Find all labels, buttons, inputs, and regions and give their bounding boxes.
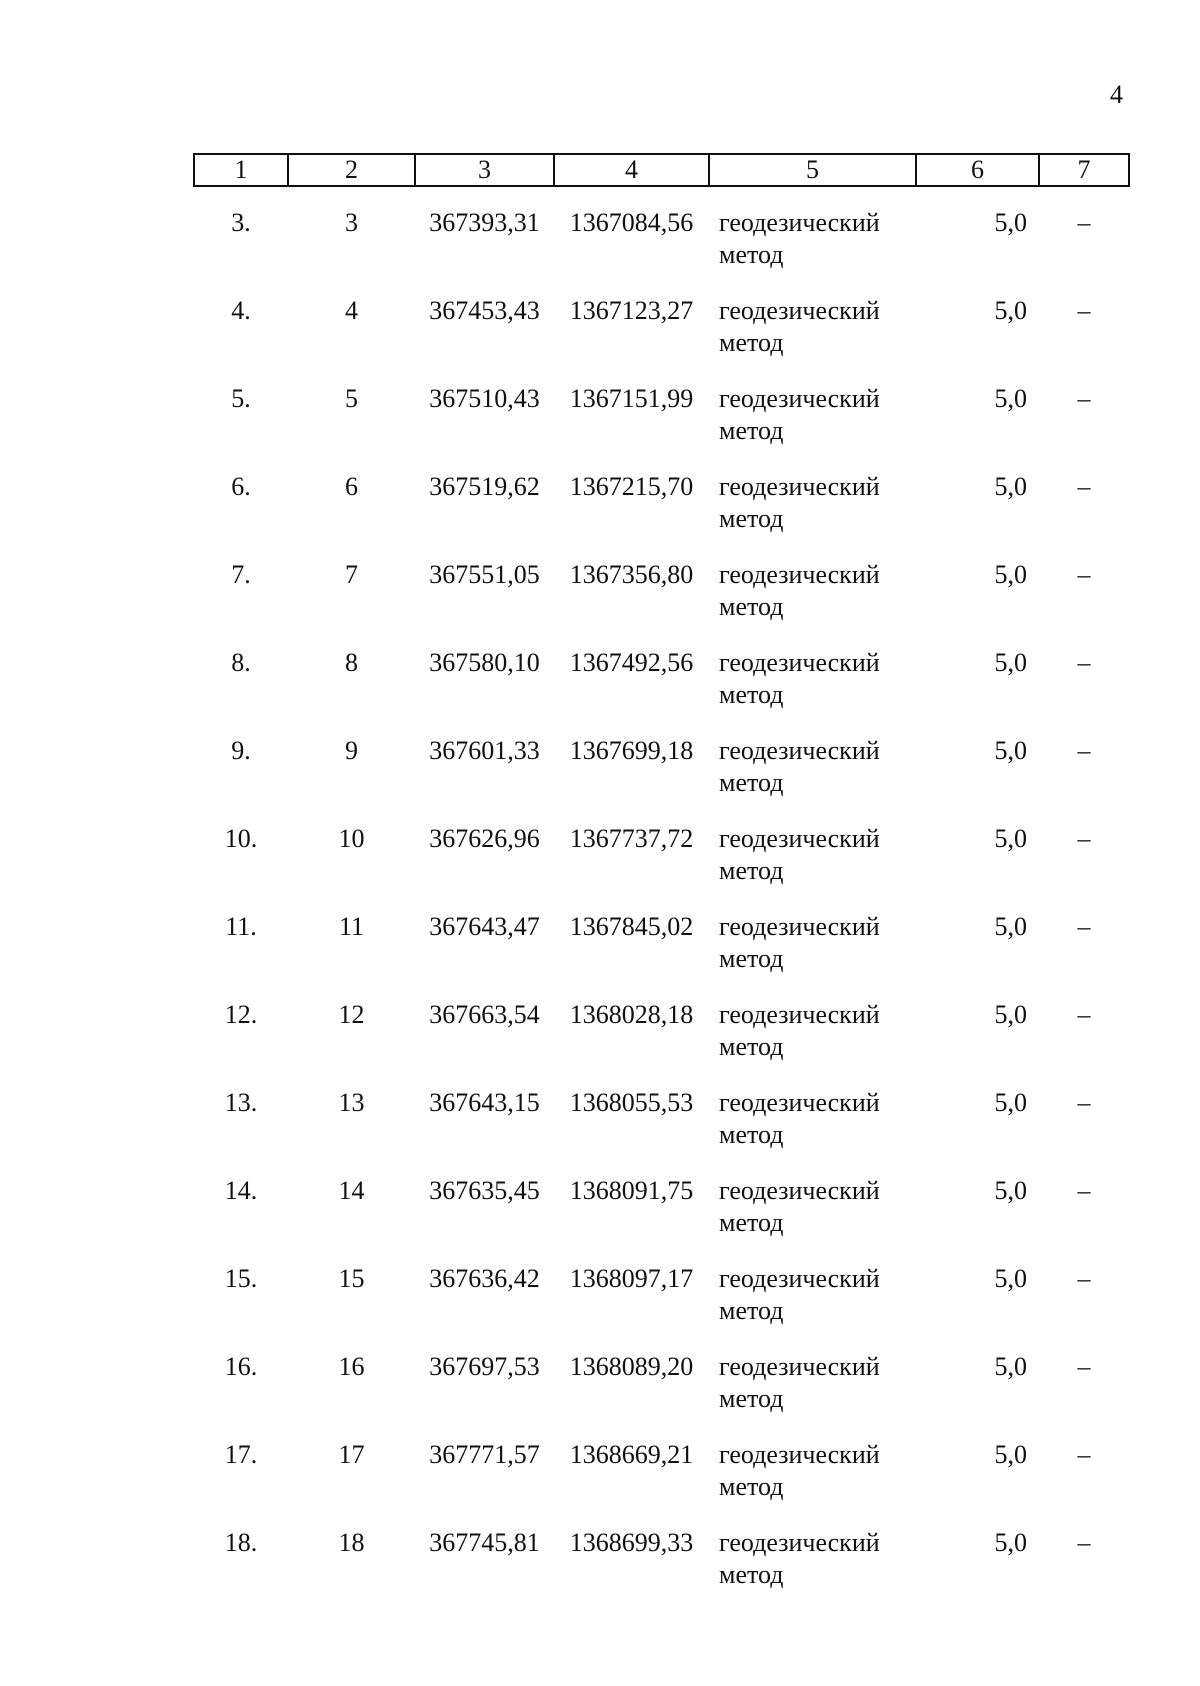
note: – bbox=[1077, 1264, 1091, 1293]
method-cell bbox=[709, 823, 916, 911]
point-number: 14 bbox=[338, 1176, 365, 1205]
method-line-1: геодезический bbox=[719, 296, 880, 325]
note: – bbox=[1077, 1528, 1091, 1557]
point-number: 11 bbox=[338, 912, 365, 941]
note: – bbox=[1077, 1176, 1091, 1205]
header-cell-6: 6 bbox=[916, 154, 1039, 186]
accuracy: 5,0 bbox=[994, 1088, 1027, 1117]
coordinates-table bbox=[193, 153, 1130, 1615]
coordinate-y: 1367151,99 bbox=[569, 384, 694, 413]
table-row bbox=[194, 559, 1129, 647]
row-number: 12. bbox=[224, 1000, 258, 1029]
method-cell bbox=[709, 471, 916, 559]
coordinate-x: 367551,05 bbox=[429, 560, 540, 589]
coordinate-y: 1368055,53 bbox=[569, 1088, 694, 1117]
row-number: 14. bbox=[224, 1176, 258, 1205]
header-cell-5: 5 bbox=[709, 154, 916, 186]
method-line-2: метод bbox=[719, 680, 784, 709]
coordinate-x: 367745,81 bbox=[429, 1528, 540, 1557]
table-row bbox=[194, 911, 1129, 999]
page-number: 4 bbox=[1110, 80, 1123, 109]
row-number: 8. bbox=[231, 648, 251, 677]
header-cell-2: 2 bbox=[288, 154, 415, 186]
note: – bbox=[1077, 1000, 1091, 1029]
point-number: 17 bbox=[338, 1440, 365, 1469]
accuracy: 5,0 bbox=[994, 1176, 1027, 1205]
note: – bbox=[1077, 296, 1091, 325]
table-header bbox=[194, 154, 1129, 186]
method-line-1: геодезический bbox=[719, 1440, 880, 1469]
table-row bbox=[194, 1527, 1129, 1615]
method-line-2: метод bbox=[719, 328, 784, 357]
method-cell bbox=[709, 1439, 916, 1527]
header-cell-4: 4 bbox=[554, 154, 709, 186]
point-number: 18 bbox=[338, 1528, 365, 1557]
point-number: 8 bbox=[345, 648, 358, 677]
note: – bbox=[1077, 472, 1091, 501]
table-row bbox=[194, 186, 1129, 295]
note: – bbox=[1077, 648, 1091, 677]
method-cell bbox=[709, 911, 916, 999]
coordinate-y: 1367737,72 bbox=[569, 824, 694, 853]
method-line-2: метод bbox=[719, 1032, 784, 1061]
coordinate-y: 1368097,17 bbox=[569, 1264, 694, 1293]
row-number: 15. bbox=[224, 1264, 258, 1293]
method-line-2: метод bbox=[719, 1384, 784, 1413]
row-number: 11. bbox=[225, 912, 257, 941]
method-cell bbox=[709, 186, 916, 295]
method-cell bbox=[709, 999, 916, 1087]
note: – bbox=[1077, 1440, 1091, 1469]
method-line-1: геодезический bbox=[719, 736, 880, 765]
coordinate-y: 1368699,33 bbox=[569, 1528, 694, 1557]
method-line-1: геодезический bbox=[719, 824, 880, 853]
point-number: 7 bbox=[345, 560, 358, 589]
method-cell bbox=[709, 735, 916, 823]
method-cell bbox=[709, 1087, 916, 1175]
method-line-1: геодезический bbox=[719, 1528, 880, 1557]
point-number: 4 bbox=[345, 296, 358, 325]
accuracy: 5,0 bbox=[994, 296, 1027, 325]
method-line-1: геодезический bbox=[719, 472, 880, 501]
accuracy: 5,0 bbox=[994, 208, 1027, 237]
note: – bbox=[1077, 736, 1091, 765]
method-cell bbox=[709, 1175, 916, 1263]
method-line-1: геодезический bbox=[719, 208, 880, 237]
coordinate-y: 1367699,18 bbox=[569, 736, 694, 765]
coordinate-x: 367663,54 bbox=[429, 1000, 540, 1029]
point-number: 3 bbox=[345, 208, 358, 237]
point-number: 10 bbox=[338, 824, 365, 853]
coordinate-x: 367635,45 bbox=[429, 1176, 540, 1205]
coordinate-y: 1367123,27 bbox=[569, 296, 694, 325]
coordinate-y: 1367215,70 bbox=[569, 472, 694, 501]
method-line-2: метод bbox=[719, 1208, 784, 1237]
coordinate-y: 1368028,18 bbox=[569, 1000, 694, 1029]
table-row bbox=[194, 1439, 1129, 1527]
method-line-2: метод bbox=[719, 944, 784, 973]
method-line-1: геодезический bbox=[719, 1000, 880, 1029]
point-number: 5 bbox=[345, 384, 358, 413]
method-cell bbox=[709, 559, 916, 647]
accuracy: 5,0 bbox=[994, 384, 1027, 413]
method-line-2: метод bbox=[719, 240, 784, 269]
table-row bbox=[194, 1263, 1129, 1351]
table-row bbox=[194, 1087, 1129, 1175]
point-number: 9 bbox=[345, 736, 358, 765]
method-line-1: геодезический bbox=[719, 1352, 880, 1381]
coordinate-x: 367453,43 bbox=[429, 296, 540, 325]
method-line-1: геодезический bbox=[719, 384, 880, 413]
accuracy: 5,0 bbox=[994, 1528, 1027, 1557]
header-cell-7: 7 bbox=[1039, 154, 1129, 186]
header-cell-3: 3 bbox=[415, 154, 554, 186]
row-number: 16. bbox=[224, 1352, 258, 1381]
row-number: 18. bbox=[224, 1528, 258, 1557]
method-cell bbox=[709, 1527, 916, 1615]
accuracy: 5,0 bbox=[994, 824, 1027, 853]
method-line-1: геодезический bbox=[719, 1176, 880, 1205]
header-row bbox=[194, 154, 1129, 186]
point-number: 6 bbox=[345, 472, 358, 501]
point-number: 15 bbox=[338, 1264, 365, 1293]
table-row bbox=[194, 295, 1129, 383]
table-row bbox=[194, 1175, 1129, 1263]
method-line-2: метод bbox=[719, 504, 784, 533]
note: – bbox=[1077, 560, 1091, 589]
table-body bbox=[194, 186, 1129, 1615]
point-number: 16 bbox=[338, 1352, 365, 1381]
coordinate-x: 367519,62 bbox=[429, 472, 540, 501]
coordinate-y: 1368091,75 bbox=[569, 1176, 694, 1205]
accuracy: 5,0 bbox=[994, 736, 1027, 765]
accuracy: 5,0 bbox=[994, 1000, 1027, 1029]
accuracy: 5,0 bbox=[994, 648, 1027, 677]
accuracy: 5,0 bbox=[994, 912, 1027, 941]
accuracy: 5,0 bbox=[994, 1352, 1027, 1381]
row-number: 10. bbox=[224, 824, 258, 853]
row-number: 17. bbox=[224, 1440, 258, 1469]
coordinate-y: 1368089,20 bbox=[569, 1352, 694, 1381]
note: – bbox=[1077, 208, 1091, 237]
method-line-2: метод bbox=[719, 768, 784, 797]
method-line-2: метод bbox=[719, 1472, 784, 1501]
coordinate-x: 367580,10 bbox=[429, 648, 540, 677]
table-row bbox=[194, 735, 1129, 823]
table-row bbox=[194, 999, 1129, 1087]
row-number: 3. bbox=[231, 208, 251, 237]
coordinate-y: 1367084,56 bbox=[569, 208, 694, 237]
method-line-1: геодезический bbox=[719, 1088, 880, 1117]
method-line-2: метод bbox=[719, 856, 784, 885]
accuracy: 5,0 bbox=[994, 472, 1027, 501]
coordinate-x: 367510,43 bbox=[429, 384, 540, 413]
row-number: 9. bbox=[231, 736, 251, 765]
row-number: 5. bbox=[231, 384, 251, 413]
coordinate-y: 1367845,02 bbox=[569, 912, 694, 941]
method-line-2: метод bbox=[719, 416, 784, 445]
method-line-1: геодезический bbox=[719, 1264, 880, 1293]
coordinate-x: 367643,15 bbox=[429, 1088, 540, 1117]
method-cell bbox=[709, 647, 916, 735]
method-line-2: метод bbox=[719, 1120, 784, 1149]
accuracy: 5,0 bbox=[994, 1264, 1027, 1293]
row-number: 7. bbox=[231, 560, 251, 589]
coordinate-y: 1368669,21 bbox=[569, 1440, 694, 1469]
point-number: 13 bbox=[338, 1088, 365, 1117]
table-row bbox=[194, 1351, 1129, 1439]
row-number: 13. bbox=[224, 1088, 258, 1117]
coordinate-x: 367636,42 bbox=[429, 1264, 540, 1293]
method-line-1: геодезический bbox=[719, 560, 880, 589]
method-cell bbox=[709, 383, 916, 471]
coordinate-x: 367626,96 bbox=[429, 824, 540, 853]
coordinate-x: 367771,57 bbox=[429, 1440, 540, 1469]
accuracy: 5,0 bbox=[994, 1440, 1027, 1469]
method-cell bbox=[709, 1263, 916, 1351]
coordinate-x: 367601,33 bbox=[429, 736, 540, 765]
method-line-1: геодезический bbox=[719, 648, 880, 677]
method-cell bbox=[709, 1351, 916, 1439]
table-row bbox=[194, 383, 1129, 471]
table-row bbox=[194, 823, 1129, 911]
coordinate-x: 367643,47 bbox=[429, 912, 540, 941]
note: – bbox=[1077, 912, 1091, 941]
coordinate-y: 1367356,80 bbox=[569, 560, 694, 589]
note: – bbox=[1077, 1352, 1091, 1381]
accuracy: 5,0 bbox=[994, 560, 1027, 589]
coordinate-x: 367393,31 bbox=[429, 208, 540, 237]
header-cell-1: 1 bbox=[194, 154, 288, 186]
method-cell bbox=[709, 295, 916, 383]
method-line-2: метод bbox=[719, 592, 784, 621]
method-line-1: геодезический bbox=[719, 912, 880, 941]
point-number: 12 bbox=[338, 1000, 365, 1029]
method-line-2: метод bbox=[719, 1296, 784, 1325]
note: – bbox=[1077, 384, 1091, 413]
row-number: 6. bbox=[231, 472, 251, 501]
row-number: 4. bbox=[231, 296, 251, 325]
coordinate-x: 367697,53 bbox=[429, 1352, 540, 1381]
method-line-2: метод bbox=[719, 1560, 784, 1589]
note: – bbox=[1077, 1088, 1091, 1117]
coordinate-y: 1367492,56 bbox=[569, 648, 694, 677]
table-row bbox=[194, 647, 1129, 735]
note: – bbox=[1077, 824, 1091, 853]
table-row bbox=[194, 471, 1129, 559]
